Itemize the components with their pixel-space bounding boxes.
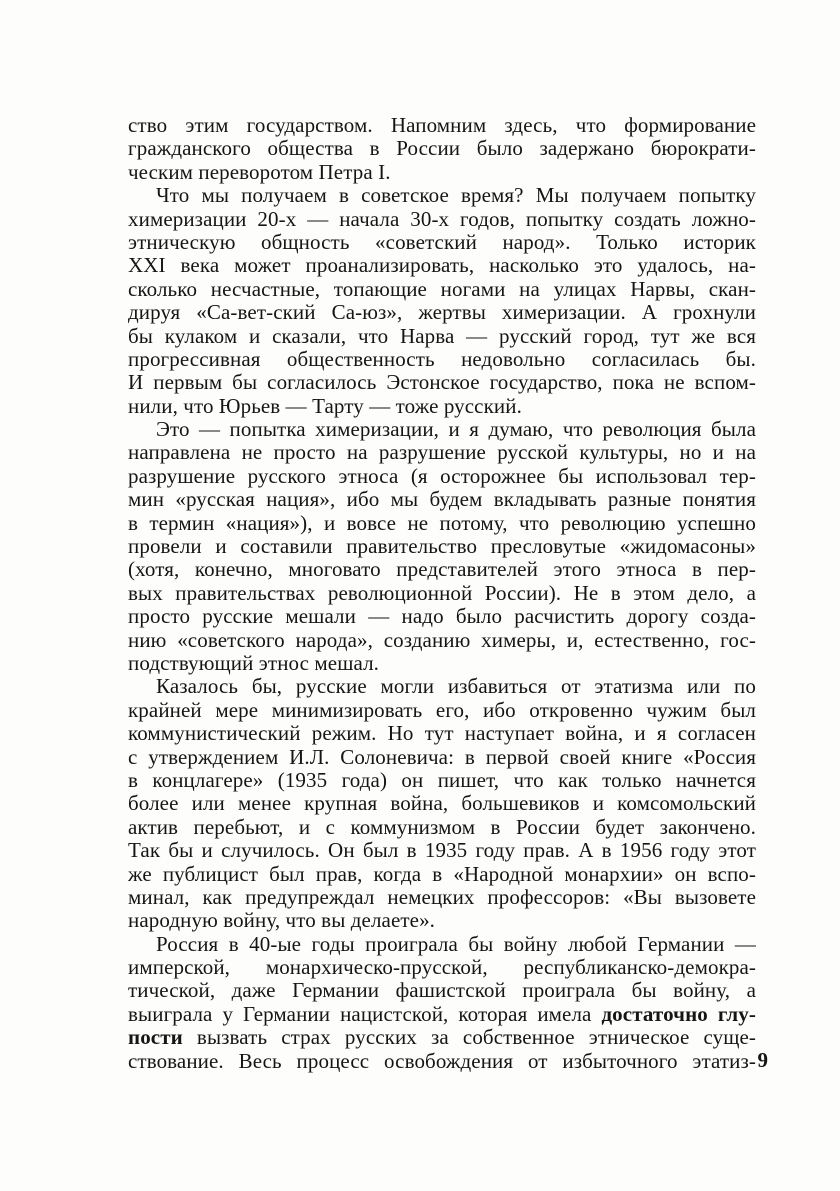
text-line: с утверждением И.Л. Солоневича: в первой своей книге «Россия [128, 744, 756, 769]
text-line: Что мы получаем в советское время? Мы получаем попытку [156, 183, 756, 208]
text-line: Россия в 40-ые годы проиграла бы войну любой Германии — [156, 931, 756, 956]
text-line: в концлагере» (1935 года) он пишет, что как только начнется [128, 767, 756, 792]
text-line: тической, даже Германии фашистской проиграла бы войну, а [128, 978, 756, 1003]
text-run: выиграла у Германии нацистской, которая имела [128, 1001, 602, 1026]
text-line: минал, как предупреждал немецких профессоров: «Вы вызовете [128, 884, 756, 909]
text-line: народную войну, что вы делаете». [128, 908, 436, 933]
text-line: просто русские мешали — надо было расчистить дорогу созда- [128, 604, 756, 629]
text-line: имперской, монархическо-прусской, республиканско-демокра- [128, 955, 756, 980]
text-run: вызвать страх русских за собственное этническое суще- [182, 1025, 756, 1050]
text-line: актив перебьют, и с коммунизмом в России будет закончено. [128, 814, 756, 839]
text-line: вых правительствах революционной России). Не в этом дело, а [128, 580, 756, 605]
text-line: этническую общность «советский народ». Только историк [128, 229, 756, 254]
text-line: Казалось бы, русские могли избавиться от этатизма или по [156, 674, 756, 699]
text-line: провели и составили правительство пресловутые «жидомасоны» [128, 534, 756, 559]
text-line-with-emphasis [128, 1026, 756, 1049]
body-text [128, 114, 756, 1073]
text-line: же публицист был прав, когда в «Народной монархии» он вспо- [128, 861, 756, 886]
text-line: подствующий этнос мешал. [128, 650, 380, 675]
text-line: коммунистический режим. Но тут наступает война, и я согласен [128, 721, 756, 746]
text-line: прогрессивная общественность недовольно согласилась бы. [128, 346, 756, 371]
text-line: нили, что Юрьев — Тарту — тоже русский. [128, 393, 522, 418]
text-line: И первым бы согласилось Эстонское государство, пока не вспом- [128, 370, 756, 395]
bold-emphasis: достаточно глу- [601, 1001, 756, 1026]
text-line: ство этим государством. Напомним здесь, что формирование [128, 113, 756, 137]
text-line: дируя «Са-вет-ский Са-юз», жертвы химеризации. А грохнули [128, 300, 756, 325]
text-line: в термин «нация»), и вовсе не потому, что революцию успешно [128, 510, 756, 535]
text-line: гражданского общества в России было задержано бюрократи- [128, 136, 756, 161]
text-line-with-emphasis [128, 1003, 756, 1026]
text-line: нию «советского народа», созданию химеры, и, естественно, гос- [128, 627, 756, 652]
text-line: более или менее крупная война, большевиков и комсомольский [128, 791, 756, 816]
text-line: мин «русская нация», ибо мы будем вкладывать разные понятия [128, 487, 756, 512]
text-line: XXI века может проанализировать, насколько это удалось, на- [128, 253, 756, 278]
text-line: Это — попытка химеризации, и я думаю, что революция была [156, 417, 756, 442]
text-line: сколько несчастные, топающие ногами на улицах Нарвы, скан- [128, 276, 756, 301]
text-line: (хотя, конечно, многовато представителей этого этноса в пер- [128, 557, 756, 582]
text-line: разрушение русского этноса (я осторожнее бы использовал тер- [128, 463, 756, 488]
text-line: ствование. Весь процесс освобождения от избыточного этатиз- [128, 1048, 756, 1073]
bold-emphasis: пости [128, 1025, 183, 1050]
text-line: химеризации 20-х — начала 30-х годов, попытку создать ложно- [128, 206, 756, 231]
text-line: направлена не просто на разрушение русской культуры, но и на [128, 440, 756, 465]
text-line: ческим переворотом Петра I. [128, 159, 391, 184]
text-line: Так бы и случилось. Он был в 1935 году прав. А в 1956 году этот [128, 838, 756, 863]
page-number: 9 [757, 1048, 768, 1072]
text-line: крайней мере минимизировать его, ибо откровенно чужим был [128, 697, 756, 722]
text-line: бы кулаком и сказали, что Нарва — русский город, тут же вся [128, 323, 756, 348]
